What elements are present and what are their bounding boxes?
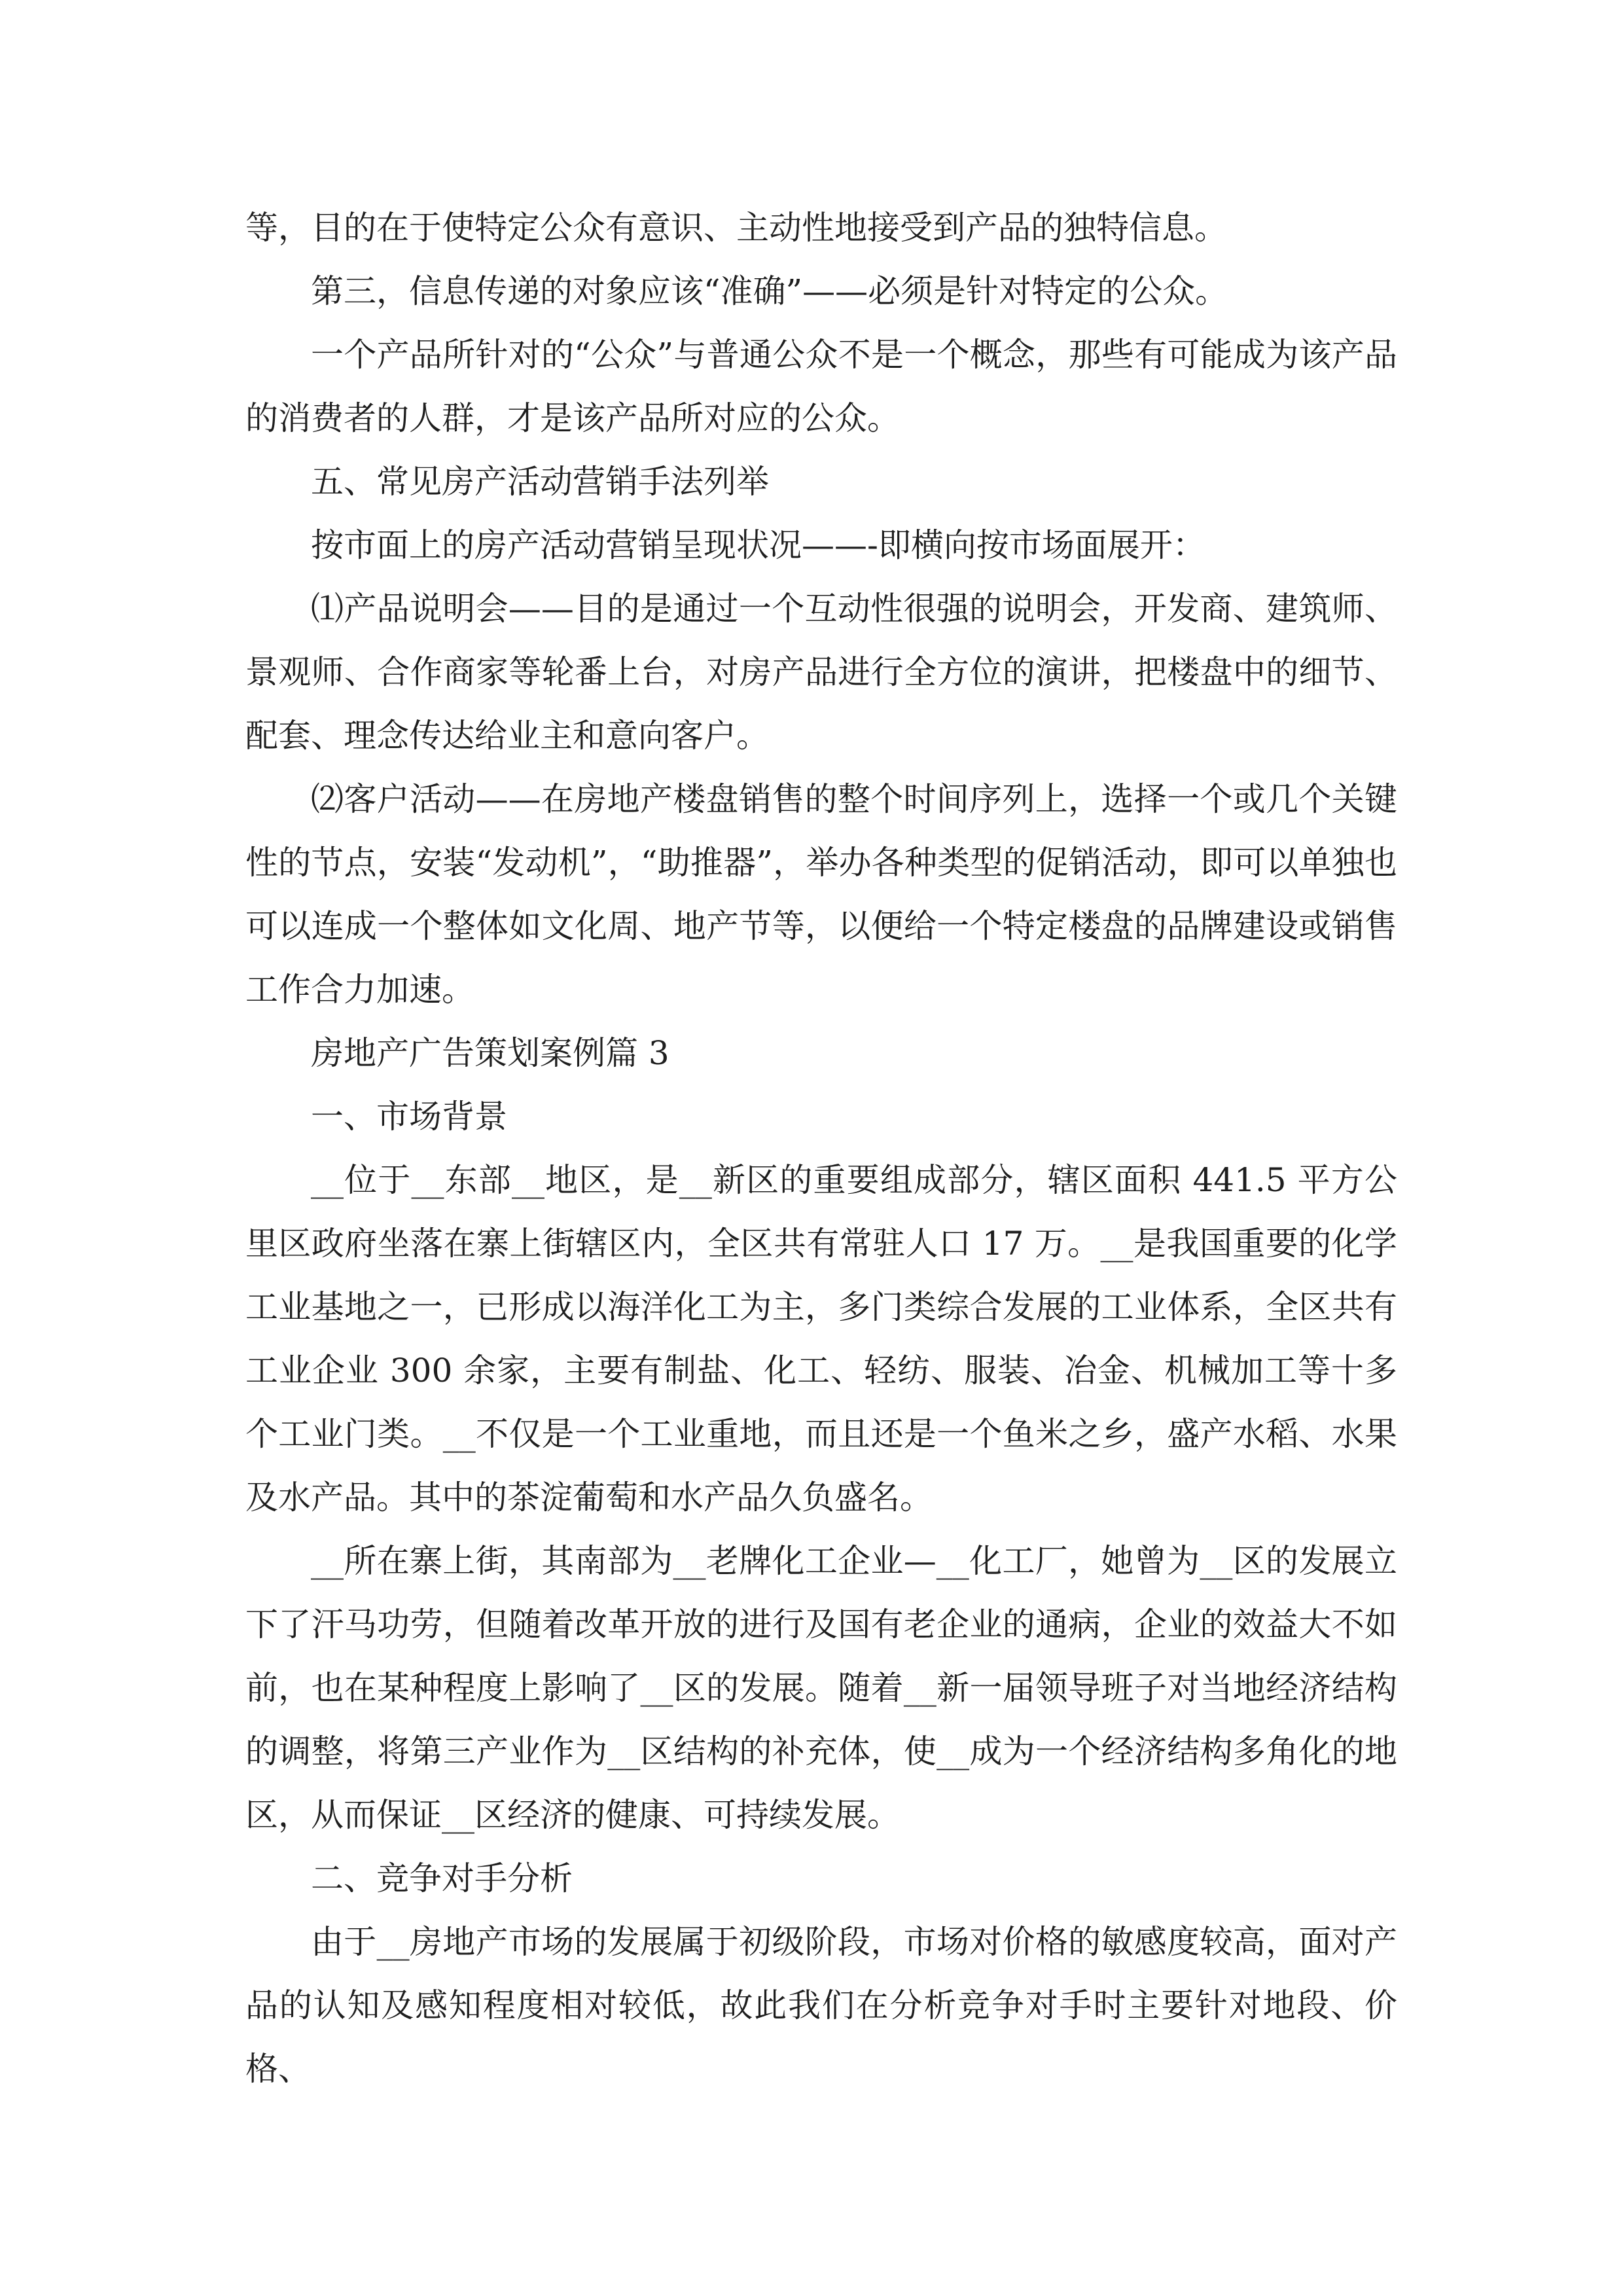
list-item-product-presentation: ⑴产品说明会——目的是通过一个互动性很强的说明会，开发商、建筑师、景观师、合作商家等轮番上台，对房产品进行全方位的演讲，把楼盘中的细节、配套、理念传达给业主和意向客户。	[245, 590, 1397, 755]
section-heading-market-background: 一、市场背景	[311, 1098, 507, 1136]
paragraph-third-point: 第三，信息传递的对象应该“准确”——必须是针对特定的公众。	[311, 272, 1228, 310]
list-item-customer-activities: ⑵客户活动——在房地产楼盘销售的整个时间序列上，选择一个或几个关键性的节点，安装“发动机”，“助推器”，举办各种类型的促销活动，即可以单独也可以连成一个整体如文化周、地产节等，以便给一个特定楼盘的品牌建设或销售工作合力加速。	[245, 780, 1397, 1009]
paragraph-market-status: 按市面上的房产活动营销呈现状况——-即横向按市场面展开：	[311, 526, 1205, 564]
article-title-case-3: 房地产广告策划案例篇 3	[311, 1034, 669, 1072]
paragraph-public-concept: 一个产品所针对的“公众”与普通公众不是一个概念，那些有可能成为该产品的消费者的人群，才是该产品所对应的公众。	[245, 336, 1397, 437]
section-heading-common-methods: 五、常见房产活动营销手法列举	[311, 463, 769, 501]
paragraph-continuation: 等，目的在于使特定公众有意识、主动性地接受到产品的独特信息。	[245, 209, 1227, 247]
paragraph-district-overview: __位于__东部__地区，是__新区的重要组成部分，辖区面积 441.5 平方公里区政府坐落在寨上街辖区内，全区共有常驻人口 17 万。__是我国重要的化学工业基地之一，已形成以海洋化工为主，多门类综合发展的工业体系，全区共有工业企业 300 余家，主要有制盐、化工、轻纺、服装、冶金、机械加工等十多个工业门类。__不仅是一个工业重地，而且还是一个鱼米之乡，盛产水稻、水果及水产品。其中的茶淀葡萄和水产品久负盛名。	[245, 1161, 1397, 1516]
paragraph-district-development: __所在寨上街，其南部为__老牌化工企业—__化工厂，她曾为__区的发展立下了汗马功劳，但随着改革开放的进行及国有老企业的通病，企业的效益大不如前，也在某种程度上影响了__区的发展。随着__新一届领导班子对当地经济结构的调整，将第三产业作为__区结构的补充体，使__成为一个经济结构多角化的地区，从而保证__区经济的健康、可持续发展。	[245, 1542, 1397, 1834]
document-body	[245, 196, 1397, 2101]
section-heading-competitor-analysis: 二、竞争对手分析	[311, 1859, 573, 1897]
paragraph-competitor-intro: 由于__房地产市场的发展属于初级阶段，市场对价格的敏感度较高，面对产品的认知及感知程度相对较低，故此我们在分析竞争对手时主要针对地段、价格、	[245, 1923, 1397, 2088]
